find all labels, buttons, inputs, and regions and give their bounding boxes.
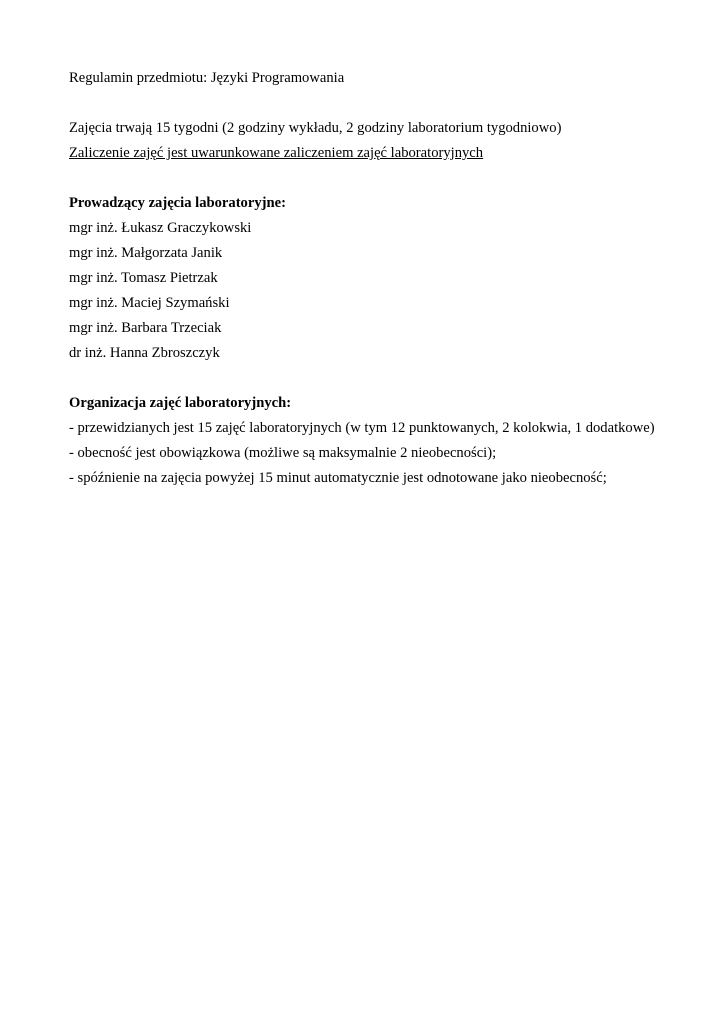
passing-requirement: Zaliczenie zajęć jest uwarunkowane zaliczeniem zajęć laboratoryjnych	[69, 145, 484, 161]
instructor-name: mgr inż. Tomasz Pietrzak	[69, 270, 218, 286]
document-title: Regulamin przedmiotu: Języki Programowania	[69, 70, 345, 86]
course-duration: Zajęcia trwają 15 tygodni (2 godziny wykładu, 2 godziny laboratorium tygodniowo)	[69, 120, 562, 136]
organization-item: - obecność jest obowiązkowa (możliwe są maksymalnie 2 nieobecności);	[69, 445, 497, 461]
instructor-name: dr inż. Hanna Zbroszczyk	[69, 345, 220, 361]
instructors-heading: Prowadzący zajęcia laboratoryjne:	[69, 195, 286, 211]
spacer	[69, 366, 709, 391]
spacer	[69, 91, 709, 116]
instructor-name: mgr inż. Łukasz Graczykowski	[69, 220, 252, 236]
spacer	[69, 166, 709, 191]
instructor-name: mgr inż. Maciej Szymański	[69, 295, 230, 311]
organization-item: - przewidzianych jest 15 zajęć laboratoryjnych (w tym 12 punktowanych, 2 kolokwia, 1 dodatkowe)	[69, 420, 655, 436]
organization-item: - spóźnienie na zajęcia powyżej 15 minut automatycznie jest odnotowane jako nieobecność;	[69, 470, 607, 486]
instructor-name: mgr inż. Małgorzata Janik	[69, 245, 223, 261]
organization-heading: Organizacja zajęć laboratoryjnych:	[69, 395, 292, 411]
document-page	[69, 66, 709, 491]
instructor-name: mgr inż. Barbara Trzeciak	[69, 320, 222, 336]
